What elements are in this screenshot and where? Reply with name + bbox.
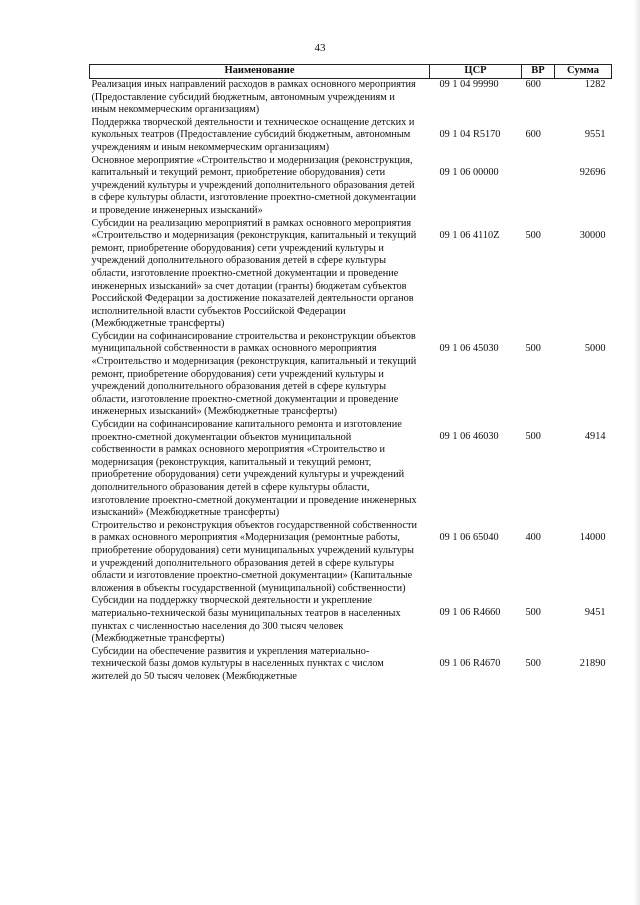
row-vr bbox=[522, 155, 555, 218]
table-row bbox=[90, 117, 612, 155]
row-sum: 92696 bbox=[579, 166, 606, 178]
row-vr: 500 bbox=[525, 607, 541, 619]
table-row bbox=[90, 520, 612, 596]
row-name: Субсидии на софинансирование строительства и реконструкции объектов муниципальной собственности в рамках основного мероприятия «Строительство и модернизация (реконструкция, капитальный и текущий ремонт, приобретение оборудования) сети учреждений культуры и учреждений дополнительного образования детей в сфере культуры области, изготовление проектно-сметной документации и проведение инженерных изысканий» (Межбюджетные трансферты) bbox=[91, 330, 417, 418]
row-name: Субсидии на обеспечение развития и укрепления материально-технической базы домов культуры в населенных пунктах с числом жителей до 50 тысяч человек (Межбюджетные bbox=[91, 645, 384, 682]
row-csr: 09 1 06 R4670 bbox=[439, 657, 501, 669]
row-vr: 500 bbox=[525, 431, 541, 443]
row-name: Субсидии на реализацию мероприятий в рамках основного мероприятия «Строительство и модернизация (реконструкция, капитальный и текущий ремонт, приобретение оборудования) сети учреждений культуры и учреждений дополнительного образования детей в сфере культуры области, изготовление проектно-сметной документации и проведение инженерных изысканий» за счет дотации (гранты) бюджетам субъектов Российской Федерации за достижение показателей деятельности органов исполнительной власти субъектов Российской Федерации (Межбюджетные трансферты) bbox=[91, 217, 417, 330]
row-csr: 09 1 06 45030 bbox=[439, 342, 499, 354]
row-sum: 5000 bbox=[584, 342, 606, 354]
header-csr: ЦСР bbox=[430, 65, 522, 79]
scan-edge-shadow bbox=[634, 0, 640, 905]
page-number: 43 bbox=[314, 42, 326, 54]
table-row bbox=[90, 646, 612, 684]
header-sum: Сумма bbox=[555, 65, 612, 79]
row-name: Субсидии на софинансирование капитального ремонта и изготовление проектно-сметной документации объектов муниципальной собственности в рамках основного мероприятия «Строительство и модернизация (реконструкция, капитальный и текущий ремонт, приобретение оборудования) сети учреждений культуры и учреждений дополнительного образования детей в сфере культуры области, изготовление проектно-сметной документации и проведение инженерных изысканий» (Межбюджетные трансферты) bbox=[91, 419, 417, 519]
row-name: Субсидии на поддержку творческой деятельности и укрепление материально-технической базы муниципальных театров в населенных пунктах с численностью населения до 300 тысяч человек (Межбюджетные трансферты) bbox=[91, 595, 401, 645]
row-sum: 9551 bbox=[584, 128, 606, 140]
header-vr: ВР bbox=[522, 65, 555, 79]
table-row bbox=[90, 595, 612, 645]
row-vr: 600 bbox=[525, 128, 541, 140]
budget-table bbox=[89, 64, 612, 684]
row-name: Реализация иных направлений расходов в рамках основного мероприятия (Предоставление субсидий бюджетным, автономным учреждениям и иным некоммерческим организациям) bbox=[91, 79, 416, 116]
row-vr: 500 bbox=[525, 229, 541, 241]
table-header-row bbox=[90, 65, 612, 79]
header-name: Наименование bbox=[90, 65, 430, 79]
row-csr: 09 1 04 R5170 bbox=[439, 128, 501, 140]
row-vr: 400 bbox=[525, 531, 541, 543]
row-sum: 1282 bbox=[584, 79, 606, 90]
row-sum: 4914 bbox=[584, 431, 606, 443]
row-csr: 09 1 04 99990 bbox=[439, 79, 499, 90]
row-csr: 09 1 06 65040 bbox=[439, 531, 499, 543]
row-csr: 09 1 06 00000 bbox=[439, 166, 499, 178]
row-name: Основное мероприятие «Строительство и модернизация (реконструкция, капитальный и текущий ремонт, приобретение оборудования) сети учреждений культуры и учреждений дополнительного образования детей в сфере культуры области, изготовление проектно-сметной документации и проведение инженерных изысканий» bbox=[91, 154, 416, 216]
table-row bbox=[90, 218, 612, 331]
table-row bbox=[90, 155, 612, 218]
row-vr: 500 bbox=[525, 657, 541, 669]
row-name: Поддержка творческой деятельности и техническое оснащение детских и кукольных театров (Предоставление субсидий бюджетным, автономным учреждениям и иным некоммерческим организациям) bbox=[91, 116, 415, 153]
row-csr: 09 1 06 R4660 bbox=[439, 607, 501, 619]
row-sum: 21890 bbox=[579, 657, 606, 669]
row-csr: 09 1 06 46030 bbox=[439, 431, 499, 443]
table-row bbox=[90, 331, 612, 419]
table-row bbox=[90, 419, 612, 520]
row-sum: 9451 bbox=[584, 607, 606, 619]
table-row bbox=[90, 79, 612, 117]
row-sum: 14000 bbox=[579, 531, 606, 543]
row-name: Строительство и реконструкция объектов государственной собственности в рамках основного мероприятия «Модернизация (ремонтные работы, приобретение оборудования) сети муниципальных учреждений культуры и учреждений дополнительного образования детей в сфере культуры области и изготовление проектно-сметной документации» (Капитальные вложения в объекты государственной (муниципальной) собственности) bbox=[91, 519, 417, 594]
row-vr: 500 bbox=[525, 342, 541, 354]
row-csr: 09 1 06 4110Z bbox=[439, 229, 500, 241]
row-vr: 600 bbox=[525, 79, 541, 90]
row-sum: 30000 bbox=[579, 229, 606, 241]
